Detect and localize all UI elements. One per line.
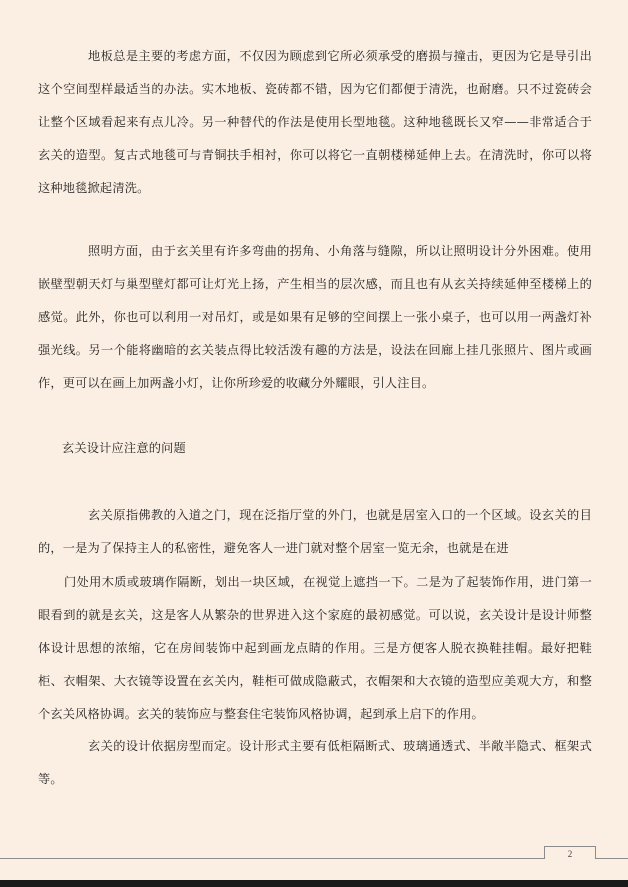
footer-rule bbox=[0, 858, 628, 859]
paragraph-design-forms: 玄关的设计依据房型而定。设计形式主要有低柜隔断式、玻璃通透式、半敞半隐式、框架式等。 bbox=[38, 739, 592, 786]
paragraph-flooring: 地板总是主要的考虑方面，不仅因为顾虑到它所必须承受的磨损与撞击，更因为它是导引出这个空间型样最适当的办法。实木地板、瓷砖都不错，因为它们都便于清洗，也耐磨。只不过瓷砖会让整个区域看起来有点儿冷。另一种替代的作法是使用长型地毯。这种地毯既长又窄——非常适合于玄关的造型。复古式地毯可与青铜扶手相衬，你可以将它一直朝楼梯延伸上去。在清洗时，你可以将这种地毯掀起清洗。 bbox=[38, 49, 592, 195]
paragraph-definition-continued: 门处用木质或玻璃作隔断，划出一块区域，在视觉上遮挡一下。二是为了起装饰作用，进门第一眼看到的就是玄关，这是客人从繁杂的世界进入这个家庭的最初感觉。可以说，玄关设计是设计师整体设计思想的浓缩，它在房间装饰中起到画龙点睛的作用。三是方便客人脱衣换鞋挂帽。最好把鞋柜、衣帽架、大衣镜等设置在玄关内，鞋柜可做成隐蔽式，衣帽架和大衣镜的造型应美观大方，和整个玄关风格协调。玄关的装饰应与整套住宅装饰风格协调，起到承上启下的作用。 bbox=[38, 575, 592, 721]
section-heading: 玄关设计应注意的问题 bbox=[62, 441, 186, 455]
paragraph-lighting: 照明方面，由于玄关里有许多弯曲的拐角、小角落与缝隙，所以让照明设计分外困难。使用嵌壁型朝天灯与巢型壁灯都可让灯光上扬，产生相当的层次感，而且也有从玄关持续延伸至楼梯上的感觉。此外，你也可以利用一对吊灯，或是如果有足够的空间摆上一张小桌子，也可以用一两盏灯补强光线。另一个能将幽暗的玄关装点得比较活泼有趣的方法是，设法在回廊上挂几张照片、图片或画作，更可以在画上加两盏小灯，让你所珍爱的收藏分外耀眼，引人注目。 bbox=[38, 244, 592, 390]
bottom-border bbox=[0, 880, 628, 887]
paragraph-definition-start: 玄关原指佛教的入道之门，现在泛指厅堂的外门，也就是居室入口的一个区域。设玄关的目的，一是为了保持主人的私密性，避免客人一进门就对整个居室一览无余，也就是在进 bbox=[38, 508, 592, 555]
page-number: 2 bbox=[544, 846, 596, 859]
